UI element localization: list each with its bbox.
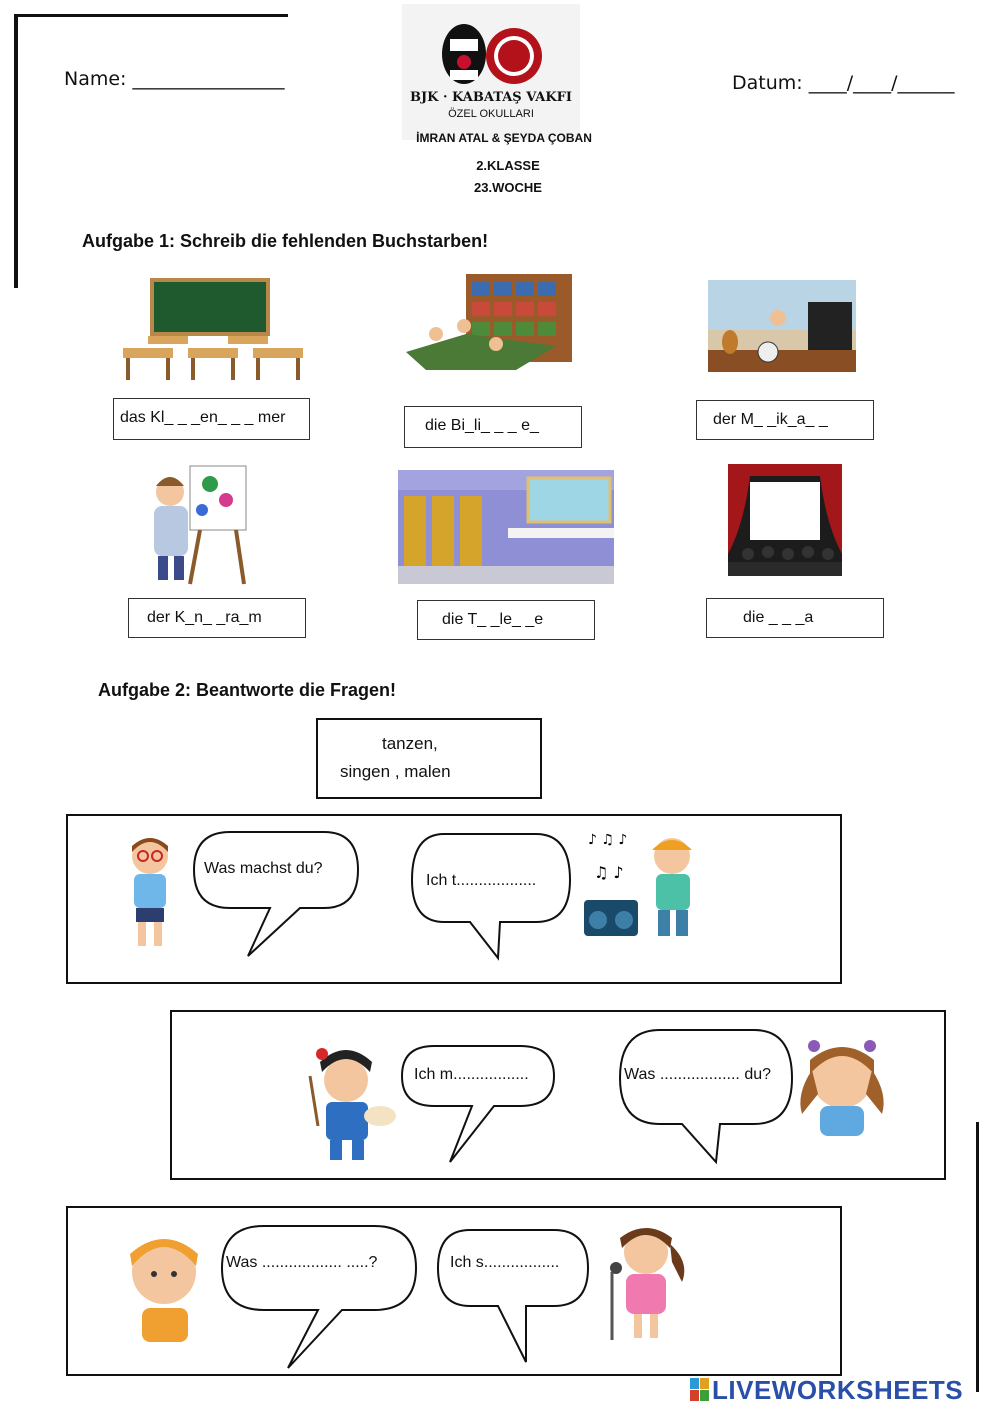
teachers: İMRAN ATAL & ŞEYDA ÇOBAN <box>416 131 592 145</box>
word-box-5[interactable]: die T_ _le_ _e <box>417 600 595 640</box>
painter-boy-icon <box>300 1046 396 1164</box>
answer-3[interactable]: Ich s................. <box>450 1254 560 1271</box>
school-subtitle: ÖZEL OKULLARI <box>448 108 534 120</box>
left-frame-line <box>14 14 18 288</box>
word-bank-box <box>316 718 542 799</box>
task2-title: Aufgabe 2: Beantworte die Fragen! <box>98 680 397 700</box>
date-field[interactable]: Datum: ____/____/______ <box>732 72 955 94</box>
toilet-icon <box>398 470 614 584</box>
speech-bubble-5 <box>218 1222 420 1372</box>
girl-thinking-icon <box>792 1034 890 1138</box>
stage-icon <box>728 464 842 576</box>
classroom-icon <box>118 276 308 384</box>
question-2: Was .................. du? <box>624 1066 772 1083</box>
name-field[interactable]: Name: ________________ <box>64 68 285 90</box>
week: 23.WOCHE <box>474 180 542 195</box>
liveworksheets-mark-icon <box>690 1378 710 1402</box>
liveworksheets-logo <box>690 1376 963 1404</box>
word-bank-line1: tanzen, <box>382 734 438 753</box>
speech-bubble-3 <box>398 1042 558 1166</box>
liveworksheets-brand: LIVEWORKSHEETS <box>712 1374 964 1405</box>
dancing-boy-icon <box>580 830 730 942</box>
question-3: Was .................. .....? <box>226 1254 378 1271</box>
speech-bubble-6 <box>434 1226 592 1366</box>
school-name: BJK · KABATAŞ VAKFI <box>410 90 572 105</box>
right-frame-line <box>976 1122 979 1392</box>
answer-2[interactable]: Ich m................. <box>414 1066 529 1083</box>
top-frame-line <box>14 14 288 17</box>
speech-bubble-2 <box>408 830 574 962</box>
art-room-icon <box>130 464 254 586</box>
singing-girl-icon <box>594 1222 690 1344</box>
word-box-2[interactable]: die Bi_li_ _ _ e_ <box>404 406 582 448</box>
music-room-icon <box>708 280 856 372</box>
word-box-6[interactable]: die _ _ _a <box>706 598 884 638</box>
word-bank-line2: singen , malen <box>340 762 451 781</box>
word-box-3[interactable]: der M_ _ik_a_ _ <box>696 400 874 440</box>
library-icon <box>406 274 572 370</box>
speech-bubble-1 <box>190 828 362 960</box>
speech-bubble-4 <box>616 1026 796 1166</box>
answer-1[interactable]: Ich t.................. <box>426 872 537 889</box>
word-box-1[interactable]: das Kl_ _ _en_ _ _ mer <box>113 398 310 440</box>
boy-wondering-icon <box>120 1232 210 1344</box>
boy-thinking-icon <box>120 832 182 952</box>
svg-text:♫ ♪: ♫ ♪ <box>594 863 624 882</box>
task1-title: Aufgabe 1: Schreib die fehlenden Buchstarben! <box>82 231 489 251</box>
question-1: Was machst du? <box>204 860 323 877</box>
school-logo-area <box>402 4 580 140</box>
grade: 2.KLASSE <box>476 158 540 173</box>
word-box-4[interactable]: der K_n_ _ra_m <box>128 598 306 638</box>
svg-text:♪ ♫ ♪: ♪ ♫ ♪ <box>588 832 628 848</box>
